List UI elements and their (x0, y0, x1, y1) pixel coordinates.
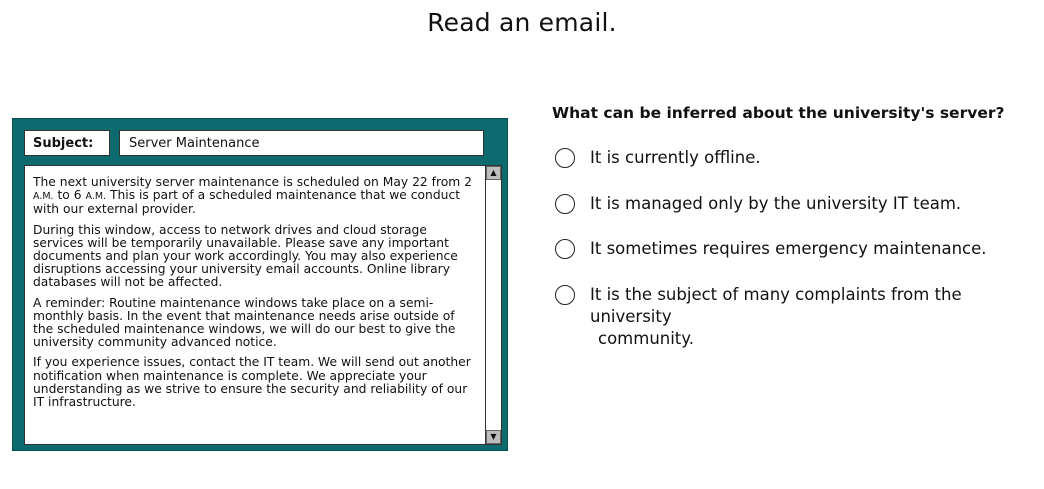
scroll-down-icon[interactable]: ▼ (486, 430, 501, 444)
scroll-up-icon[interactable]: ▲ (486, 166, 501, 180)
question-prompt: What can be inferred about the university's server? (552, 104, 1005, 122)
answer-option-label: It is the subject of many complaints from the university community. (590, 285, 962, 348)
subject-field: Server Maintenance (119, 130, 484, 156)
radio-button-icon[interactable] (555, 194, 575, 214)
email-body-text (25, 166, 483, 444)
answer-option-label: It sometimes requires emergency maintenance. (590, 239, 987, 258)
answer-option-label: It is currently offline. (590, 148, 761, 167)
email-paragraph-4: If you experience issues, contact the IT team. We will send out another notification when maintenance is complete. We appreciate your understanding as we strive to ensure the security and reliability of our IT infrastructure. (33, 355, 471, 410)
radio-button-icon[interactable] (555, 285, 575, 305)
email-paragraph-2: During this window, access to network drives and cloud storage services will be temporarily unavailable. Please save any important documents and plan your work accordingly. You may also experience disruptions accessing your university email accounts. Online library databases will not be affected. (33, 222, 458, 290)
subject-label: Subject: (24, 130, 110, 156)
email-scrollbar[interactable] (485, 166, 501, 444)
page-title: Read an email. (427, 8, 617, 37)
email-body-pane[interactable] (24, 165, 502, 445)
email-window (12, 118, 508, 451)
email-paragraph-1: The next university server maintenance is scheduled on May 22 from 2 A.M. to 6 A.M. This is part of a scheduled maintenance that we conduct with our external provider. (33, 175, 472, 217)
email-paragraph-3: A reminder: Routine maintenance windows take place on a semi-monthly basis. In the event that maintenance needs arise outside of the scheduled maintenance windows, we will do our best to give the university community advanced notice. (33, 295, 456, 350)
answer-option-label: It is managed only by the university IT team. (590, 194, 962, 213)
radio-button-icon[interactable] (555, 239, 575, 259)
radio-button-icon[interactable] (555, 148, 575, 168)
